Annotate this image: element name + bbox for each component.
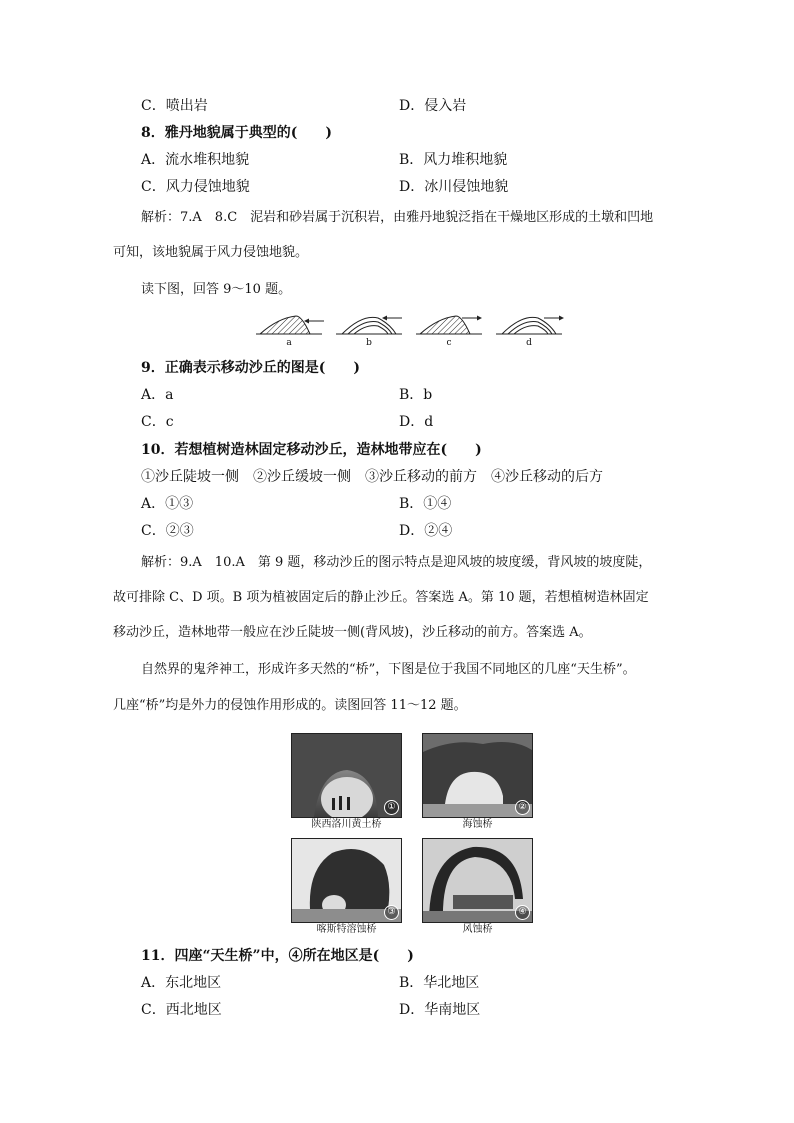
q10-option-a: A．①③	[141, 496, 194, 512]
photo-number-3: ③	[384, 905, 399, 920]
dune-label-d: d	[526, 338, 532, 348]
q8-option-b: B．风力堆积地貌	[399, 152, 508, 168]
answer-9-10-line1: 解析：9.A 10.A 第 9 题，移动沙丘的图示特点是迎风坡的坡度缓，背风坡的坡度陡，	[141, 555, 652, 570]
q9-option-b: B．b	[399, 387, 433, 403]
karst-bridge-photo	[291, 838, 402, 923]
loess-bridge-photo	[291, 733, 402, 818]
answer-7-8-line2: 可知，该地貌属于风力侵蚀地貌。	[113, 245, 309, 260]
intro-line1: 自然界的鬼斧神工，形成许多天然的“桥”，下图是位于我国不同地区的几座“天生桥”。	[141, 662, 636, 677]
intro-line2: 几座“桥”均是外力的侵蚀作用形成的。读图回答 11～12 题。	[113, 698, 467, 713]
q11-option-d: D．华南地区	[399, 1002, 481, 1018]
answer-7-8-line1: 解析：7.A 8.C 泥岩和砂岩属于沉积岩，由雅丹地貌泛指在干燥地区形成的土墩和凹地	[141, 210, 654, 225]
dune-d	[496, 316, 564, 335]
dune-label-a: a	[286, 338, 292, 348]
q10-choices: ①沙丘陡坡一侧 ②沙丘缓坡一侧 ③沙丘移动的前方 ④沙丘移动的后方	[141, 469, 603, 485]
loess-bridge-caption: 陕西洛川黄土桥	[311, 819, 382, 830]
wind-erosion-bridge-photo	[422, 838, 533, 923]
q9-option-a: A．a	[141, 387, 174, 403]
sea-arch-photo	[422, 733, 533, 818]
q7-option-d: D．侵入岩	[399, 98, 467, 114]
q10-option-c: C．②③	[141, 523, 194, 539]
answer-9-10-line3: 移动沙丘，造林地带一般应在沙丘陡坡一侧(背风坡)，沙丘移动的前方。答案选 A。	[113, 625, 592, 640]
q9-option-d: D．d	[399, 414, 434, 430]
wind-erosion-bridge-caption: 风蚀桥	[462, 924, 493, 935]
dune-label-b: b	[366, 338, 372, 348]
q8-option-a: A．流水堆积地貌	[141, 152, 250, 168]
q10-option-d: D．②④	[399, 523, 453, 539]
q8-option-d: D．冰川侵蚀地貌	[399, 179, 509, 195]
q9-option-c: C．c	[141, 414, 174, 430]
q11-stem: 11．四座“天生桥”中，④所在地区是( )	[141, 948, 414, 964]
read-instruction-9-10: 读下图，回答 9～10 题。	[141, 282, 292, 297]
karst-bridge-caption: 喀斯特溶蚀桥	[316, 924, 377, 935]
q10-option-b: B．①④	[399, 496, 452, 512]
photo-number-4: ④	[515, 905, 530, 920]
dune-c	[416, 316, 482, 335]
sea-arch-caption: 海蚀桥	[462, 819, 493, 830]
dune-label-c: c	[446, 338, 452, 348]
q10-stem: 10．若想植树造林固定移动沙丘，造林地带应在( )	[141, 442, 482, 458]
q11-option-b: B．华北地区	[399, 975, 480, 991]
q11-option-c: C．西北地区	[141, 1002, 222, 1018]
q8-stem: 8．雅丹地貌属于典型的( )	[141, 125, 332, 141]
photo-number-1: ①	[384, 800, 399, 815]
photo-number-2: ②	[515, 800, 530, 815]
q11-option-a: A．东北地区	[141, 975, 222, 991]
q7-option-c: C．喷出岩	[141, 98, 208, 114]
answer-9-10-line2: 故可排除 C、D 项。B 项为植被固定后的静止沙丘。答案选 A。第 10 题，若想植树造林固定	[113, 590, 649, 605]
q9-stem: 9．正确表示移动沙丘的图是( )	[141, 360, 360, 376]
dune-b	[336, 316, 402, 335]
dune-a	[256, 316, 324, 334]
q8-option-c: C．风力侵蚀地貌	[141, 179, 250, 195]
